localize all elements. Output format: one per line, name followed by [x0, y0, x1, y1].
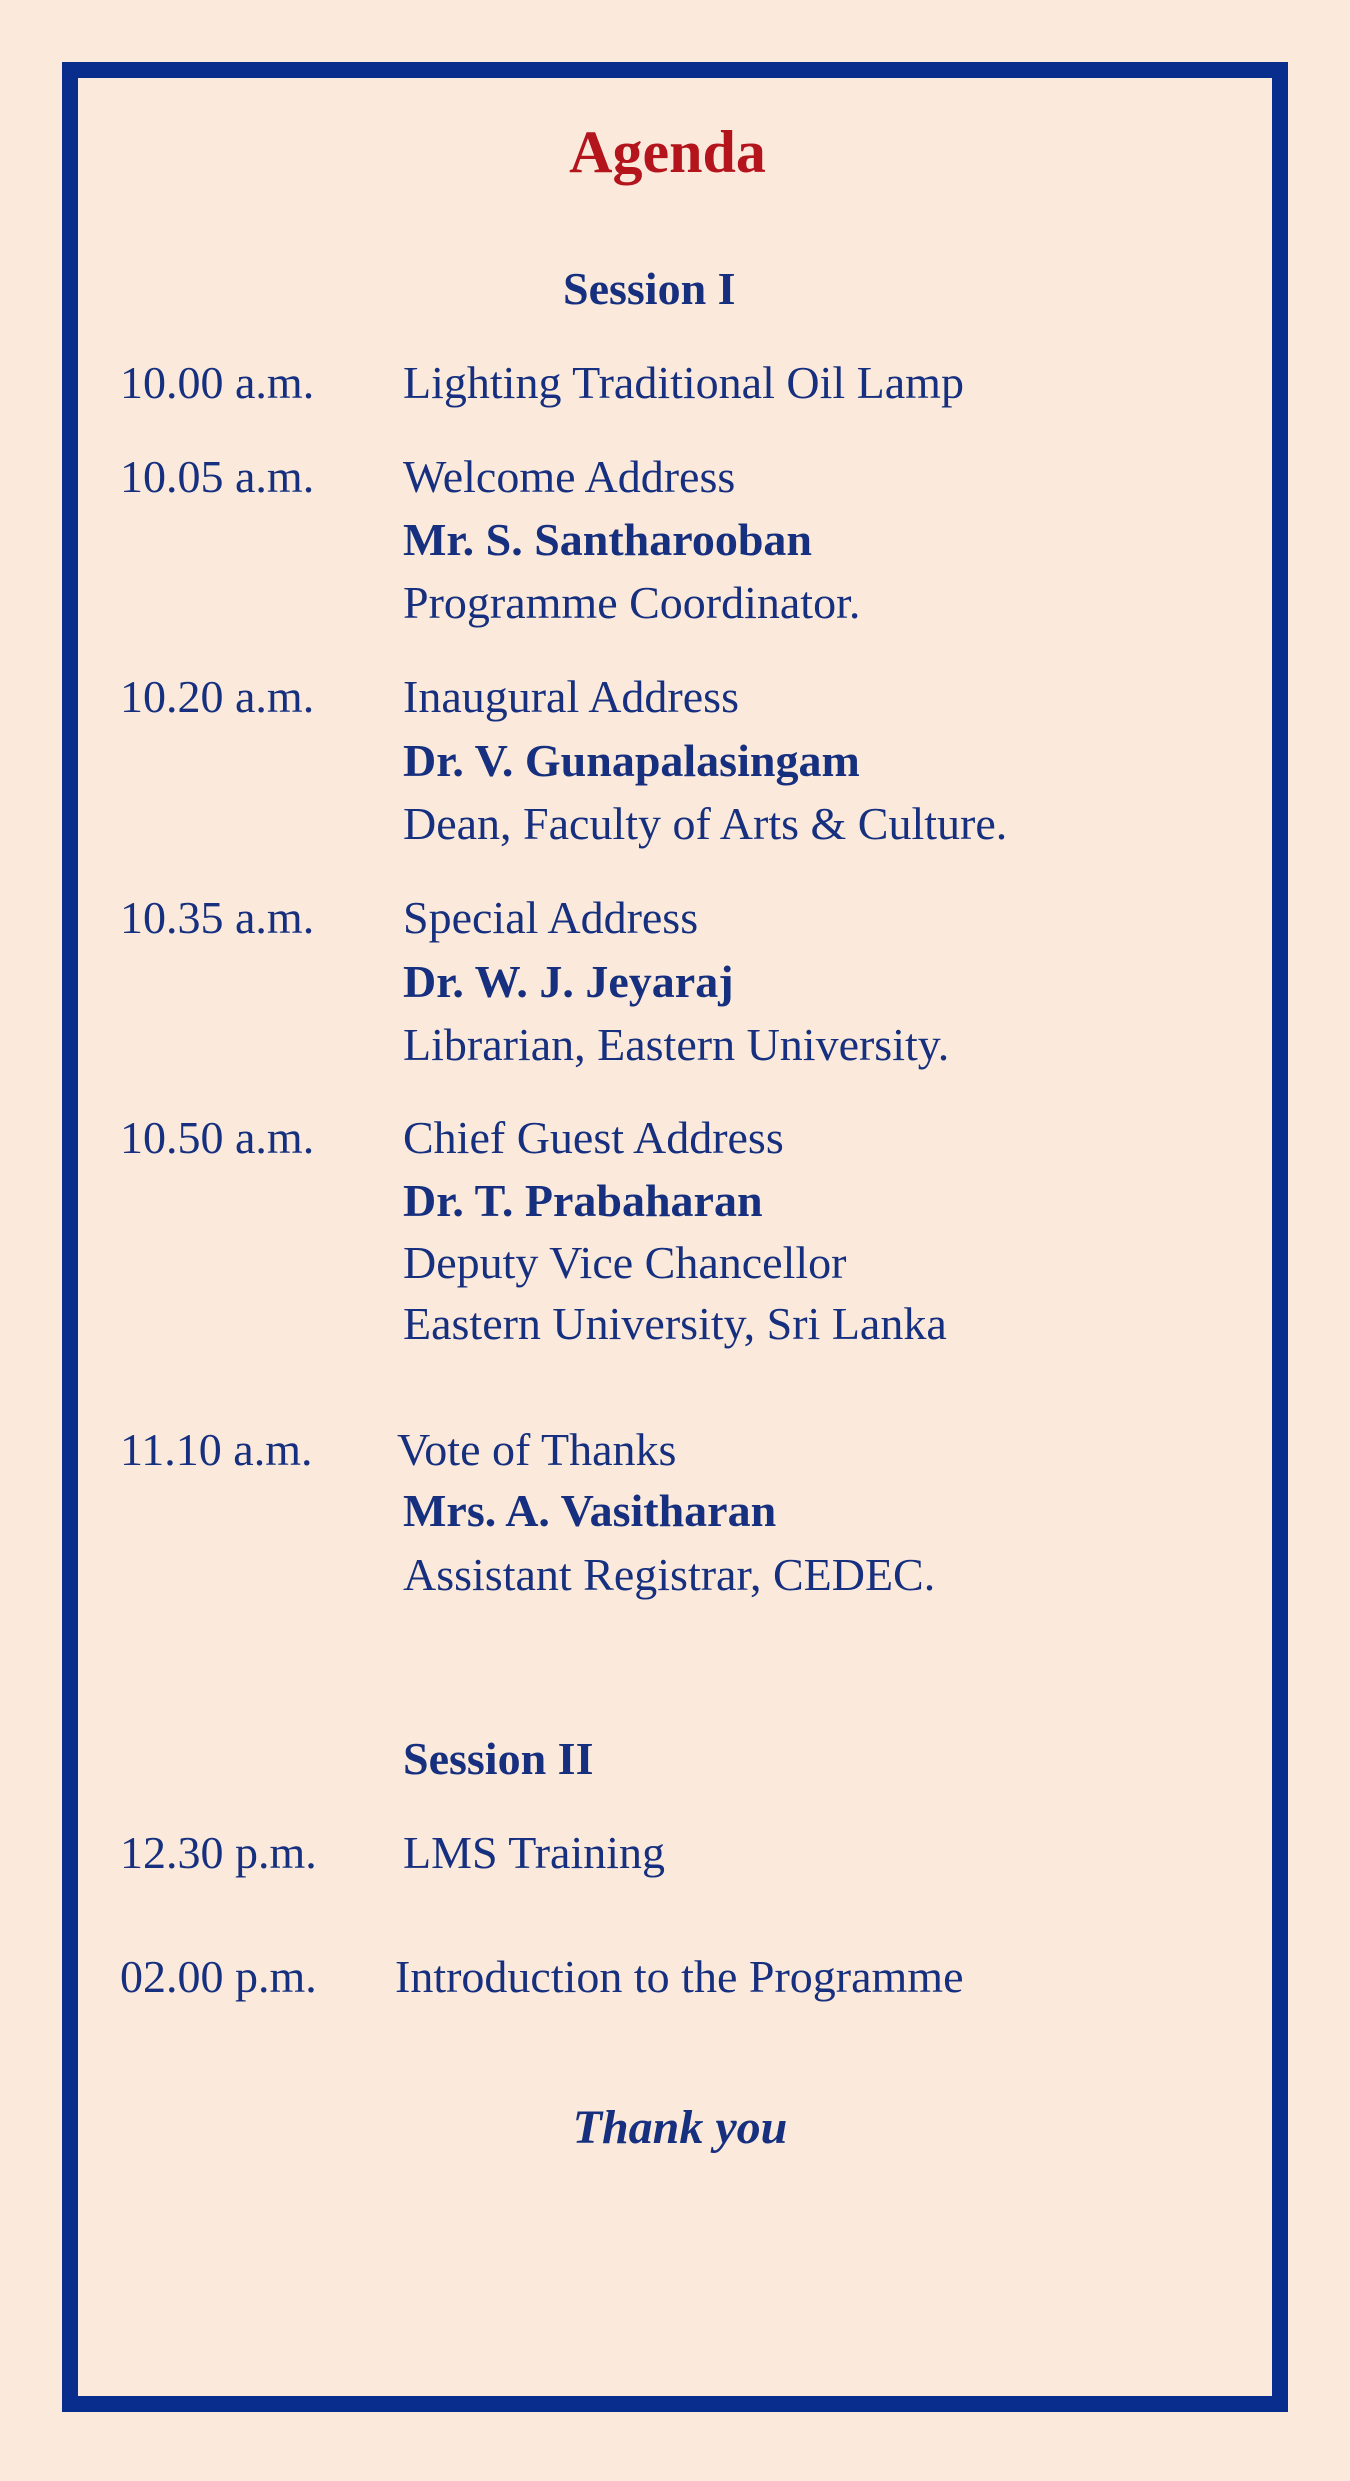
- speaker-role: Dean, Faculty of Arts & Culture.: [403, 798, 1008, 849]
- agenda-item-title: Inaugural Address: [403, 671, 739, 722]
- speaker-role: Librarian, Eastern University.: [403, 1019, 950, 1070]
- speaker-name: Mrs. A. Vasitharan: [403, 1485, 777, 1536]
- agenda-title: Agenda: [569, 119, 766, 185]
- speaker-affiliation: Eastern University, Sri Lanka: [403, 1298, 947, 1349]
- speaker-name: Dr. V. Gunapalasingam: [403, 735, 860, 786]
- session-2-heading: Session II: [403, 1733, 594, 1784]
- agenda-item-title: Special Address: [403, 892, 699, 943]
- agenda-time: 10.35 a.m.: [120, 892, 315, 943]
- speaker-name: Dr. W. J. Jeyaraj: [403, 956, 734, 1007]
- agenda-item-title: Welcome Address: [403, 451, 736, 502]
- closing-text: Thank you: [572, 2101, 788, 2154]
- speaker-role: Assistant Registrar, CEDEC.: [403, 1549, 936, 1600]
- speaker-role: Deputy Vice Chancellor: [403, 1237, 847, 1288]
- speaker-name: Dr. T. Prabaharan: [403, 1175, 763, 1226]
- agenda-time: 02.00 p.m.: [120, 1951, 317, 2002]
- agenda-item-title: Introduction to the Programme: [395, 1951, 964, 2002]
- agenda-time: 11.10 a.m.: [120, 1424, 313, 1475]
- agenda-time: 10.50 a.m.: [120, 1112, 315, 1163]
- agenda-time: 10.20 a.m.: [120, 671, 315, 722]
- agenda-time: 10.05 a.m.: [120, 451, 315, 502]
- agenda-item-title: Lighting Traditional Oil Lamp: [403, 357, 964, 408]
- agenda-time: 10.00 a.m.: [120, 357, 315, 408]
- agenda-item-title: Chief Guest Address: [403, 1112, 784, 1163]
- agenda-item-title: LMS Training: [403, 1827, 666, 1878]
- speaker-role: Programme Coordinator.: [403, 577, 861, 628]
- agenda-item-title: Vote of Thanks: [397, 1424, 677, 1475]
- speaker-name: Mr. S. Santharooban: [403, 514, 813, 565]
- session-1-heading: Session I: [563, 263, 736, 314]
- agenda-time: 12.30 p.m.: [120, 1827, 317, 1878]
